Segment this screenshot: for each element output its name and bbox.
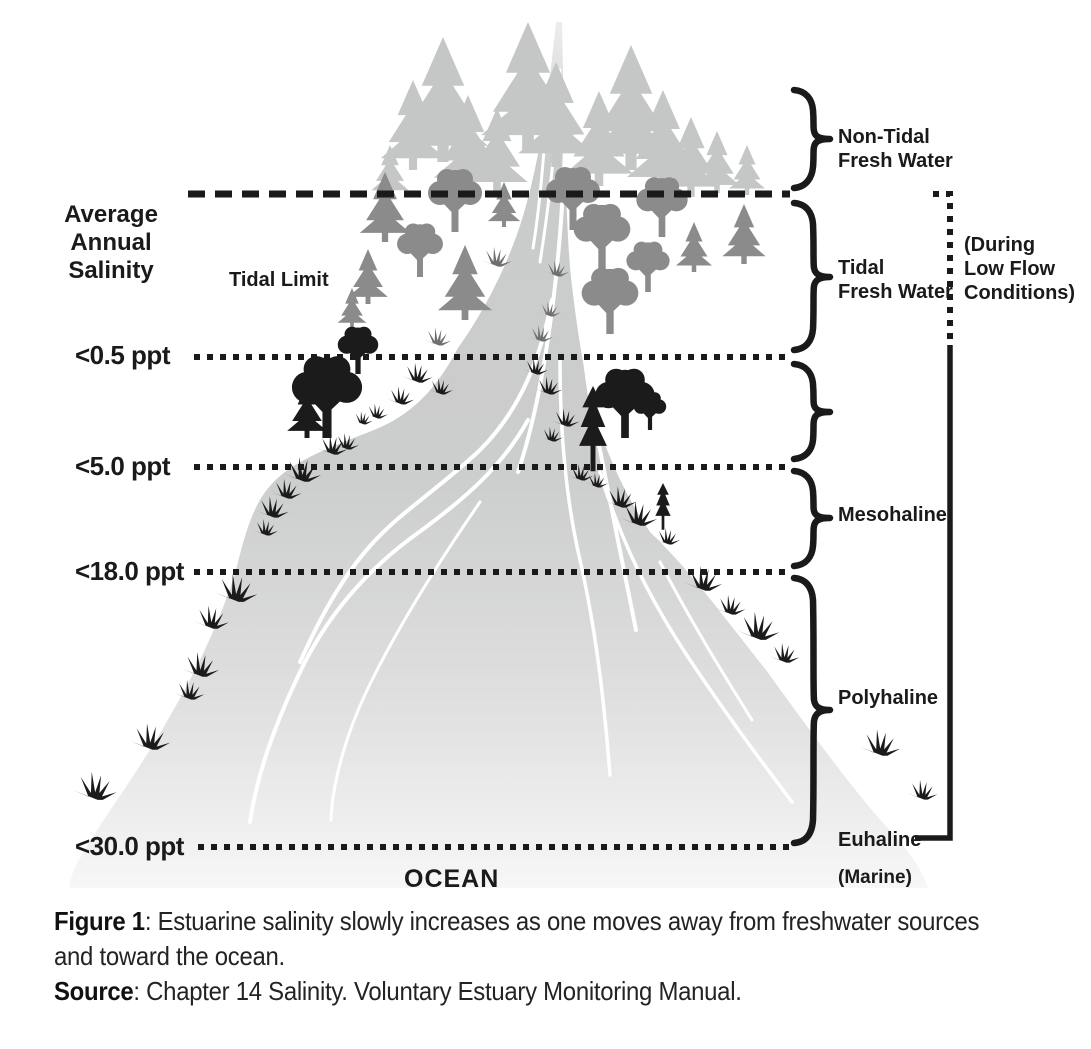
zone-label-line: Non-Tidal: [838, 126, 930, 148]
marsh-grass-icon: [907, 780, 937, 800]
pine-tree-icon: [676, 222, 712, 272]
zone-brace-oligohaline-unlabeled: [794, 364, 830, 459]
marsh-grass-icon: [353, 411, 373, 424]
zone-label-line: Fresh Water: [838, 281, 953, 303]
caption-figure-line: [54, 904, 1002, 974]
zone-label-marine: (Marine): [838, 867, 912, 888]
salinity-tick-30-0-ppt: <30.0 ppt: [75, 831, 184, 861]
zone-label-euhaline: Euhaline: [838, 829, 922, 851]
deciduous-tree-icon: [582, 268, 639, 334]
marsh-grass-icon: [387, 386, 415, 404]
axis-title-line: Annual: [70, 229, 152, 256]
arrow-pine-tree-icon: [655, 483, 670, 530]
axis-title-line: Salinity: [68, 257, 154, 284]
low-flow-note-line: (During: [964, 234, 1036, 256]
pine-tree-icon: [360, 172, 410, 242]
marsh-grass-icon: [860, 729, 900, 755]
zone-label-polyhaline: Polyhaline: [838, 687, 939, 709]
caption-source-line: [54, 974, 1002, 1009]
deciduous-tree-icon: [574, 204, 631, 270]
pine-tree-icon: [488, 182, 520, 227]
marsh-grass-icon: [424, 327, 452, 345]
low-flow-note-line: Low Flow: [964, 258, 1056, 280]
zone-label-tidal-fresh-water: [838, 256, 953, 304]
ocean-label: OCEAN: [404, 865, 500, 893]
pine-tree-icon: [438, 245, 492, 320]
caption-figure-text: : Estuarine salinity slowly increases as one moves away from freshwater sources and toward the ocean.: [54, 906, 980, 971]
marsh-grass-icon: [769, 643, 799, 663]
zone-brace-non-tidal: [794, 90, 830, 188]
figure-caption: [54, 904, 1002, 1009]
salinity-tick-0-5-ppt: <0.5 ppt: [75, 340, 170, 370]
zone-label-non-tidal-fresh-water: [838, 125, 953, 173]
marsh-grass-icon: [737, 612, 780, 640]
salinity-tick-5-0-ppt: <5.0 ppt: [75, 451, 170, 481]
low-flow-bracket-solid: [915, 345, 950, 838]
marsh-grass-icon: [365, 404, 388, 419]
zone-label-mesohaline: Mesohaline: [838, 504, 947, 526]
caption-source-label: Source: [54, 976, 134, 1006]
zone-label-line: Fresh Water: [838, 150, 953, 172]
marsh-grass-icon: [74, 772, 117, 800]
axis-title-line: Average: [64, 201, 158, 228]
tidal-limit-label: Tidal Limit: [229, 269, 329, 291]
marsh-grass-icon: [402, 363, 432, 383]
marsh-grass-icon: [481, 247, 511, 267]
zone-label-line: Tidal: [838, 257, 885, 279]
low-flow-conditions-note: [964, 233, 1075, 305]
axis-title-average-annual-salinity: [40, 201, 182, 285]
low-flow-note-line: Conditions): [964, 282, 1076, 304]
caption-figure-label: Figure 1: [54, 906, 145, 936]
zone-brace-mesohaline: [794, 471, 830, 566]
caption-source-text: : Chapter 14 Salinity. Voluntary Estuary Monitoring Manual.: [133, 976, 742, 1006]
zone-brace-tidal-fresh: [794, 203, 830, 350]
pine-tree-icon: [722, 204, 765, 264]
pine-tree-icon: [729, 145, 765, 195]
salinity-tick-18-0-ppt: <18.0 ppt: [75, 556, 184, 586]
